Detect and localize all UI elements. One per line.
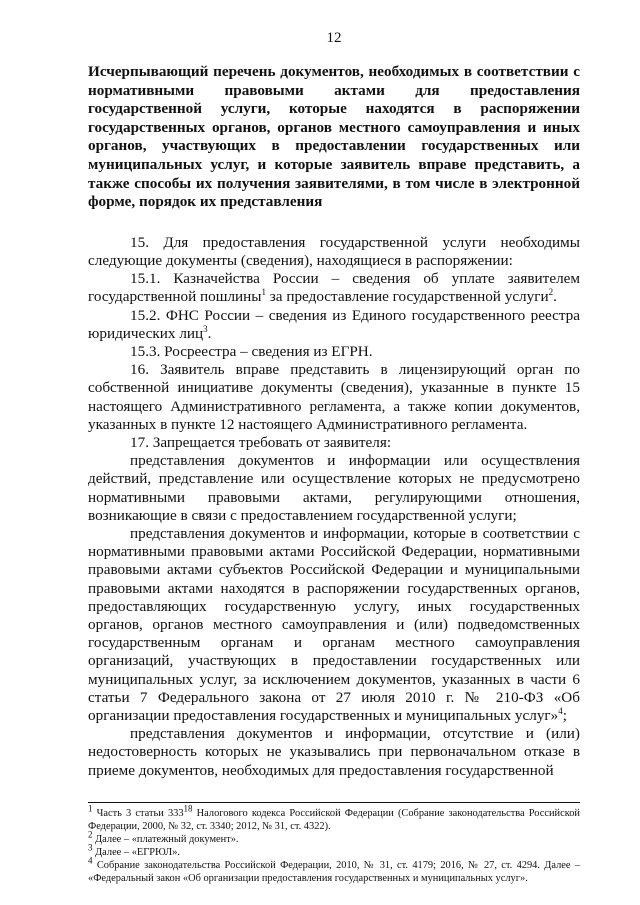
paragraph-17-item-2: представления документов и информации, которые в соответствии с нормативными правовыми актами Российской Федерации, нормативными правовыми актами субъектов Российской Федерации и муниципальными правовыми актами находятся в распоряжении государственных органов, предоставляющих государственную услугу, иных государственных органов, органов местного самоуправления и (или) подведомственных государственным органам и органам местного самоуправления организаций, участвующих в предоставлении государственных или муниципальных услуг, за исключением документов, указанных в части 6 статьи 7 Федерального закона от 27 июля 2010 г. № 210-ФЗ «Об организации предоставления государственных и муниципальных услуг»$^4$;: [88, 525, 580, 725]
document-body: [88, 234, 580, 780]
footnote-1: $^1$ Часть 3 статьи $333^{18}$ Налогового кодекса Российской Федерации (Собрание законодательства Российской Федерации, 2000, № 32, ст. 3340; 2012, № 31, ст. 4322).: [88, 803, 580, 832]
footnote-ref: 2: [548, 287, 554, 298]
footnote-ref: 1: [261, 287, 266, 298]
paragraph-17: 17. Запрещается требовать от заявителя:: [130, 433, 392, 451]
paragraph-15: 15. Для предоставления государственной услуги необходимы следующие документы (сведения), находящиеся в распоряжении:: [88, 233, 580, 269]
footnote-4: $^4$ Собрание законодательства Российской Федерации, 2010, № 31, ст. 4179; 2016, № 27, ст. 4294. Далее – «Федеральный закон «Об организации предоставления государственных и муниципальных услуг».: [88, 855, 580, 884]
footnote-2: $^2$ Далее – «платежный документ».: [88, 829, 239, 845]
paragraph-17-item-3: представления документов и информации, отсутствие и (или) недостоверность которых не указывались при первоначальном отказе в приеме документов, необходимых для предоставления государственной: [88, 725, 580, 779]
paragraph-17-item-1: представления документов и информации или осуществления действий, представление или осуществление которых не предусмотрено нормативными правовыми актами, регулирующими отношения, возникающие в связи с предоставлением государственной услуги;: [88, 452, 580, 524]
paragraph-15-3: 15.3. Росреестра – сведения из ЕГРН.: [130, 342, 373, 360]
footnotes: [88, 802, 580, 885]
paragraph-15-2: 15.2. ФНС России – сведения из Единого государственного реестра юридических лиц$^3$.: [88, 306, 580, 342]
footnote-ref: 4: [558, 705, 563, 716]
footnote-3: $^3$ Далее – «ЕГРЮЛ».: [88, 842, 181, 858]
footnote-ref: 3: [203, 323, 208, 334]
section-heading: Исчерпывающий перечень документов, необходимых в соответствии с нормативными правовыми актами для предоставления государственной услуги, которые находятся в распоряжении государственных органов, органов местного самоуправления и иных органов, участвующих в предоставлении государственных или муниципальных услуг, и которые заявитель вправе представить, а также способы их получения заявителями, в том числе в электронной форме, порядок их представления: [88, 63, 580, 211]
paragraph-16: 16. Заявитель вправе представить в лицензирующий орган по собственной инициативе документы (сведения), указанные в пункте 15 настоящего Административного регламента, а также копии документов, указанных в пункте 12 настоящего Административного регламента.: [88, 361, 580, 433]
paragraph-15-1: 15.1. Казначейства России – сведения об уплате заявителем государственной пошлины$^1$ за предоставление государственной услуги$^2$.: [88, 270, 580, 306]
page-number: 12: [326, 30, 342, 46]
